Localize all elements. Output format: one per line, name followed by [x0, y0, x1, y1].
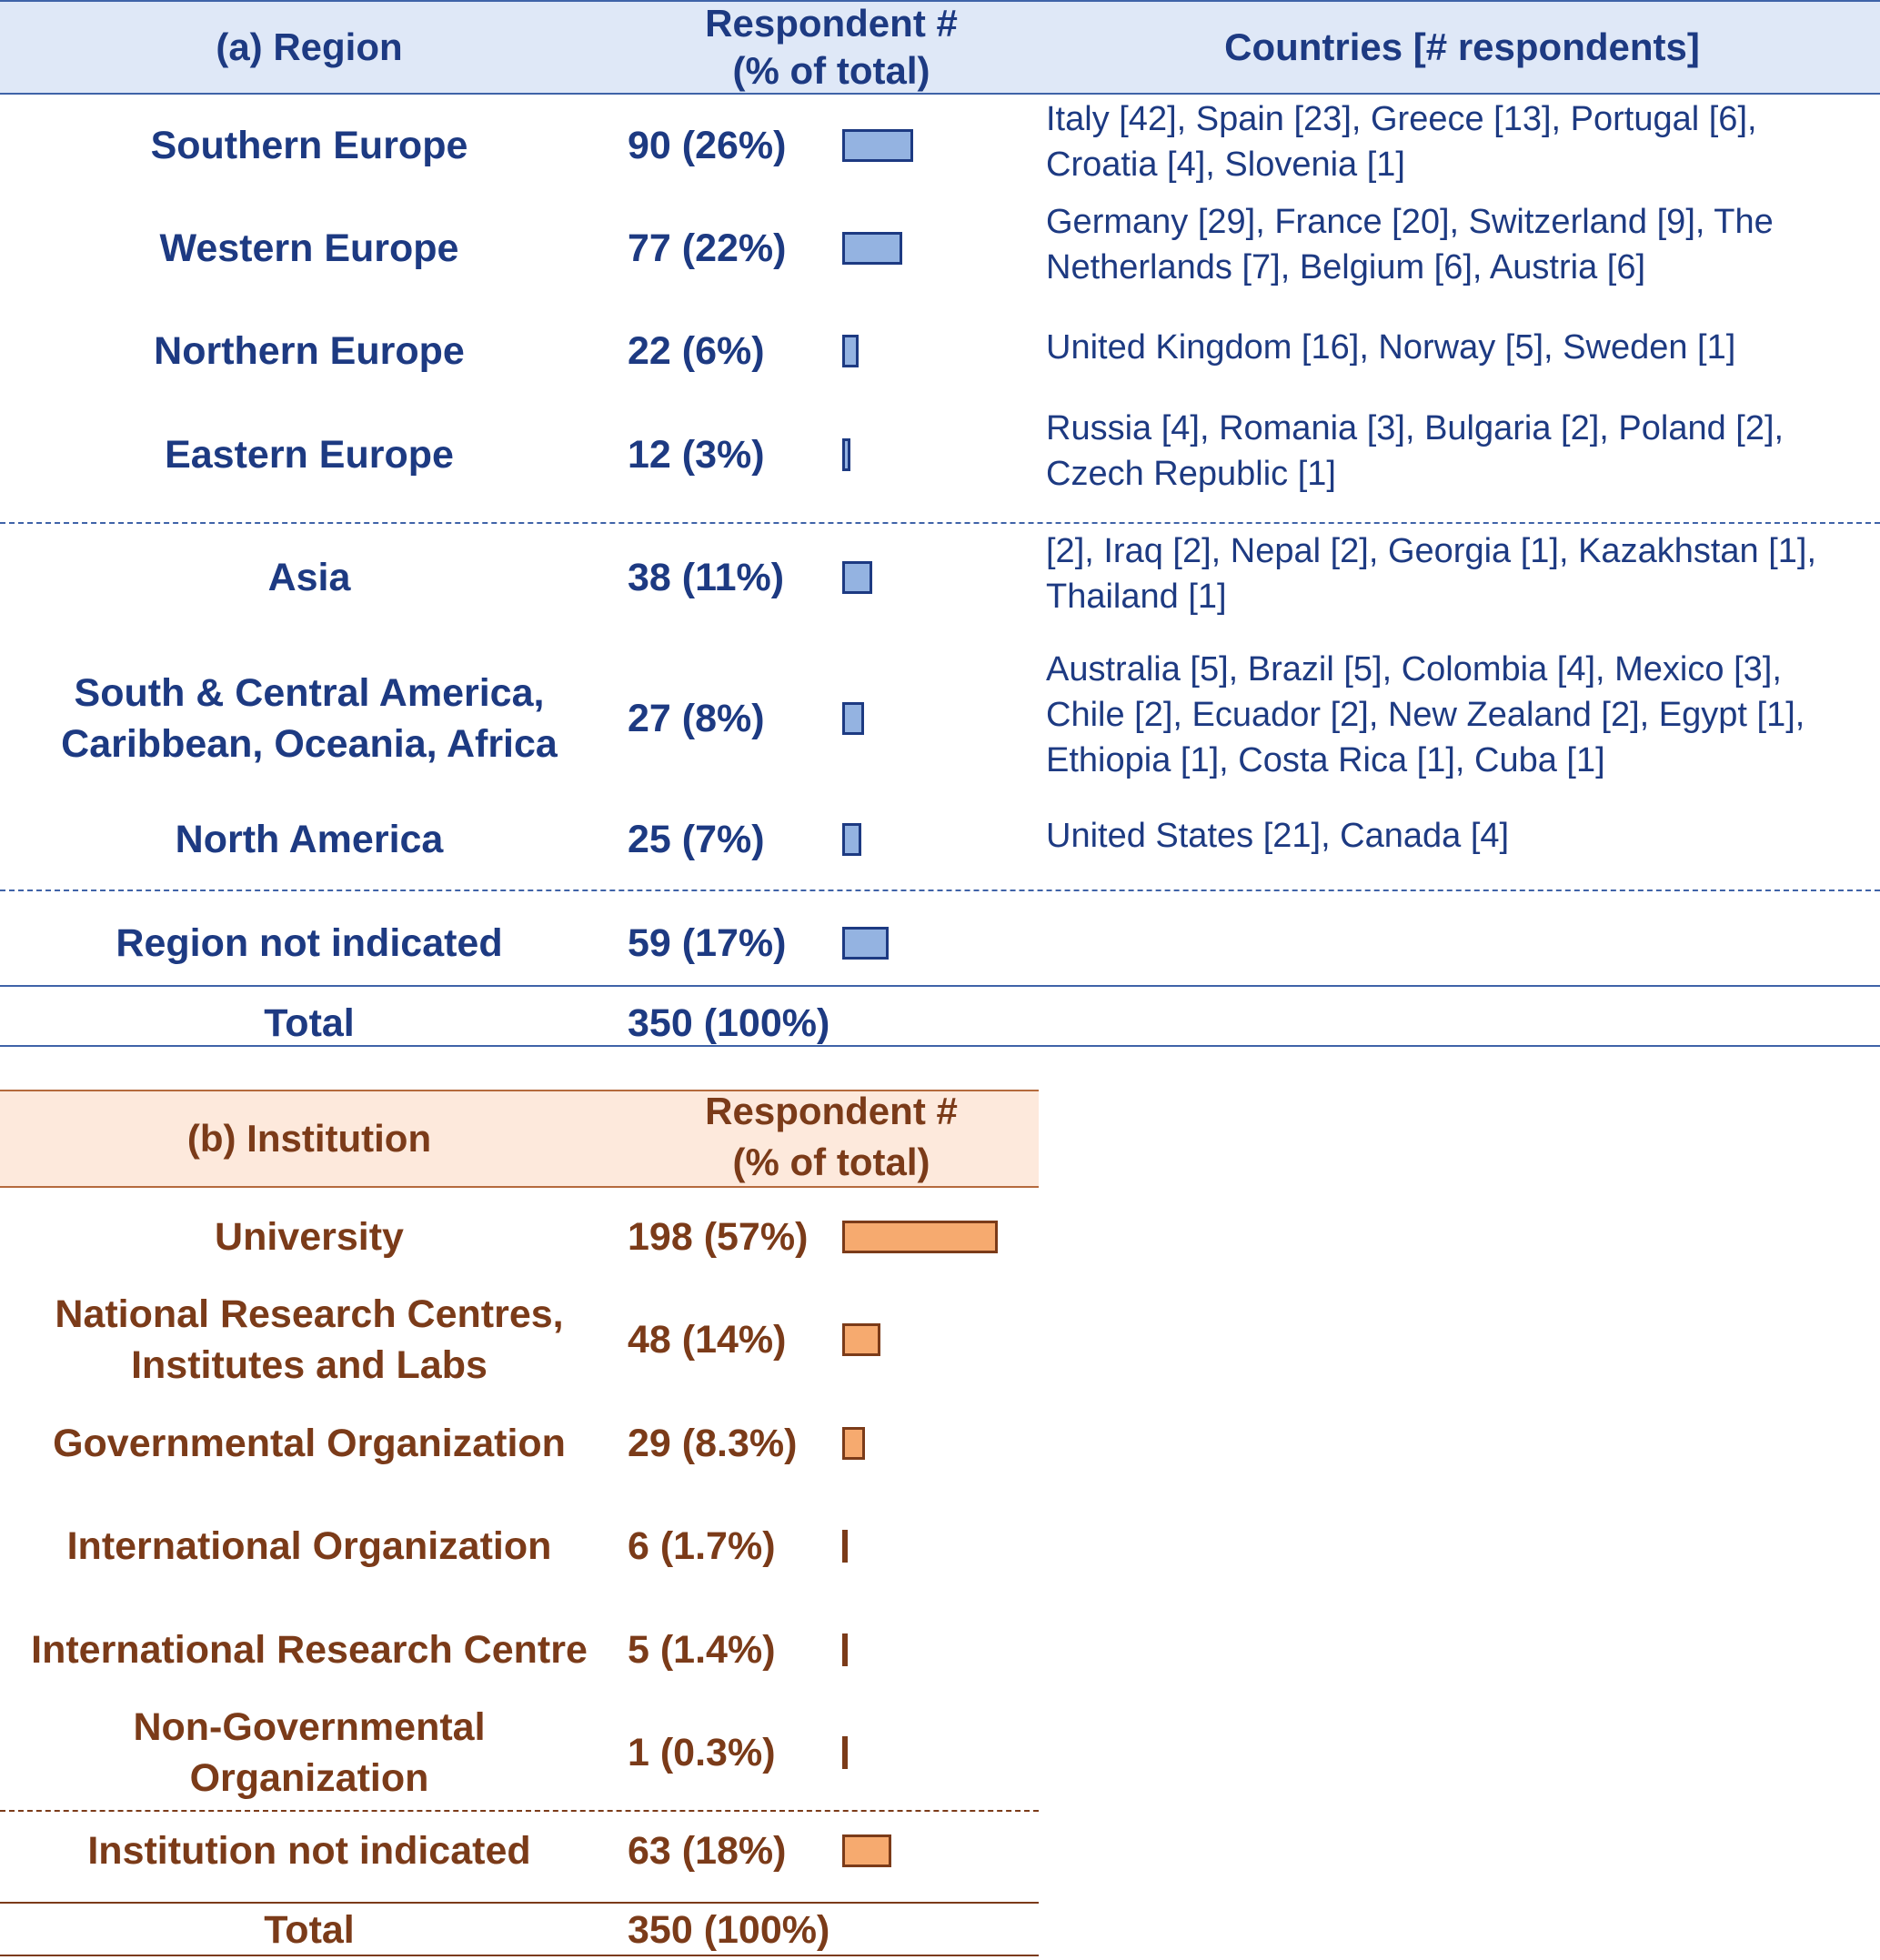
divider-world: [0, 890, 1880, 891]
respondent-column-header-line1: Respondent #: [705, 2, 958, 45]
institution-respondent-header-line1: Respondent #: [705, 1090, 958, 1132]
institution-row-bar: [842, 1323, 880, 1356]
region-row-countries: Ethiopia [1], Costa Rica [1], Cuba [1]: [1046, 741, 1605, 779]
institution-row-bar: [842, 1834, 891, 1867]
region-row-label: Asia: [267, 556, 351, 599]
region-row-value: 22 (6%): [628, 329, 765, 373]
institution-row-label: Institutes and Labs: [131, 1343, 488, 1387]
institution-row-value: 48 (14%): [628, 1318, 787, 1362]
institution-row-bar: [842, 1530, 848, 1563]
institution-row-label: International Organization: [66, 1524, 552, 1568]
divider-total-top: [0, 985, 1880, 987]
institution-row-label: University: [215, 1215, 404, 1259]
region-row-value: 12 (3%): [628, 433, 765, 477]
region-row-countries: Croatia [4], Slovenia [1]: [1046, 146, 1405, 184]
institution-row-bar: [842, 1736, 848, 1769]
region-row-bar: [842, 702, 864, 735]
institution-row-value: 63 (18%): [628, 1829, 787, 1873]
region-row-value: 90 (26%): [628, 124, 787, 167]
countries-column-header: Countries [# respondents]: [1224, 25, 1700, 68]
institution-column-header: (b) Institution: [186, 1117, 432, 1160]
region-row-countries: Australia [5], Brazil [5], Colombia [4], Mexico [3],: [1046, 650, 1782, 689]
region-total-value: 350 (100%): [628, 1001, 830, 1045]
region-row-label: Region not indicated: [116, 921, 503, 965]
region-row-value: 59 (17%): [628, 921, 787, 965]
institution-row-bar: [842, 1427, 865, 1460]
institution-total-label: Total: [264, 1908, 355, 1952]
region-row-bar: [842, 927, 889, 960]
region-row-value: 27 (8%): [628, 697, 765, 740]
region-row-bar: [842, 561, 872, 594]
institution-row-label: Institution not indicated: [87, 1829, 531, 1873]
region-row-countries: Netherlands [7], Belgium [6], Austria [6]: [1046, 248, 1646, 286]
region-row-label: Northern Europe: [154, 329, 465, 373]
divider-inst-total-top: [0, 1902, 1039, 1904]
institution-total-value: 350 (100%): [628, 1908, 830, 1952]
region-row-countries: United Kingdom [16], Norway [5], Sweden [1]: [1046, 328, 1736, 367]
divider-institution: [0, 1810, 1039, 1812]
institution-row-value: 29 (8.3%): [628, 1422, 798, 1465]
region-column-header: (a) Region: [216, 25, 403, 68]
region-row-value: 77 (22%): [628, 226, 787, 270]
region-row-value: 25 (7%): [628, 818, 765, 861]
institution-row-value: 198 (57%): [628, 1215, 809, 1259]
region-row-countries: [2], Iraq [2], Nepal [2], Georgia [1], Kazakhstan [1],: [1046, 532, 1817, 570]
region-total-label: Total: [264, 1001, 355, 1045]
region-row-label: Caribbean, Oceania, Africa: [61, 722, 558, 766]
region-row-value: 38 (11%): [628, 556, 785, 599]
institution-row-label: Non-Governmental: [133, 1705, 486, 1749]
region-row-countries: United States [21], Canada [4]: [1046, 817, 1510, 855]
region-row-bar: [842, 438, 850, 471]
institution-row-value: 6 (1.7%): [628, 1524, 776, 1568]
institution-row-label: International Research Centre: [31, 1628, 588, 1672]
region-row-label: Western Europe: [159, 226, 459, 270]
region-row-label: Eastern Europe: [165, 433, 454, 477]
institution-row-bar: [842, 1221, 998, 1253]
institution-row-label: Organization: [189, 1756, 429, 1800]
divider-europe: [0, 522, 1880, 524]
region-row-bar: [842, 129, 913, 162]
region-row-bar: [842, 823, 861, 856]
region-row-bar: [842, 232, 902, 265]
institution-row-label: National Research Centres,: [55, 1292, 564, 1336]
region-row-bar: [842, 335, 859, 367]
region-row-countries: Russia [4], Romania [3], Bulgaria [2], Poland [2],: [1046, 409, 1784, 447]
institution-row-label: Governmental Organization: [53, 1422, 566, 1465]
institution-row-value: 1 (0.3%): [628, 1731, 776, 1774]
region-row-label: South & Central America,: [74, 671, 545, 715]
region-row-countries: Chile [2], Ecuador [2], New Zealand [2], Egypt [1],: [1046, 696, 1805, 734]
institution-row-bar: [842, 1633, 848, 1666]
region-row-countries: Germany [29], France [20], Switzerland [9], The: [1046, 203, 1774, 241]
institution-respondent-header-line2: (% of total): [732, 1141, 930, 1183]
region-row-countries: Italy [42], Spain [23], Greece [13], Portugal [6],: [1046, 100, 1757, 138]
region-row-label: Southern Europe: [150, 124, 468, 167]
region-row-label: North America: [175, 818, 444, 861]
region-row-countries: Thailand [1]: [1046, 578, 1227, 616]
region-row-countries: Czech Republic [1]: [1046, 455, 1336, 493]
institution-row-value: 5 (1.4%): [628, 1628, 776, 1672]
respondent-column-header-line2: (% of total): [732, 49, 930, 92]
